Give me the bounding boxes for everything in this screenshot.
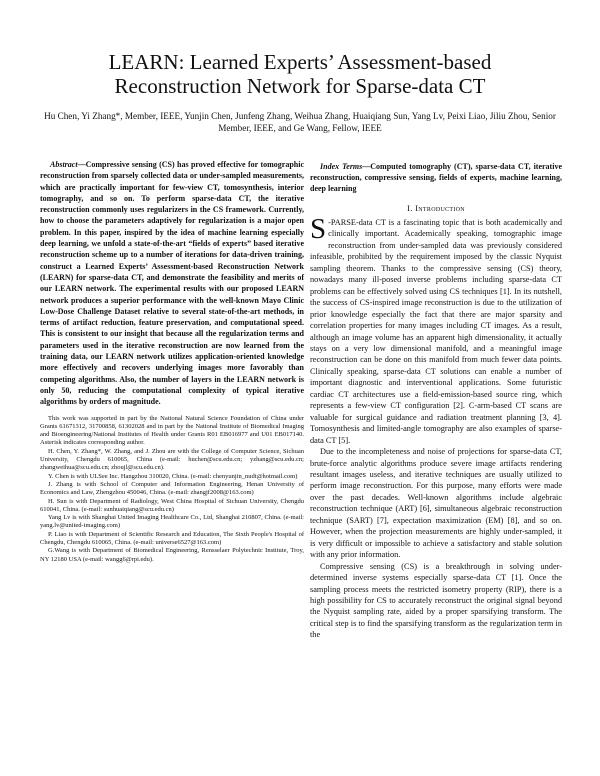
intro-paragraph-3: Compressive sensing (CS) is a breakthrough in solving under-determined inverse systems especially sparse-data CT [1]. Once the sampling process meets the restricted isometry property (RIP), there is a high possibility for CS to accurately reconstruct the original signal beyond the Nyquist sampling rate, aided by a proper sparsifying transform. The critical step is to find the sparsifying transform as the regularization term in the bbox=[310, 561, 562, 640]
footnote-affiliation: H. Chen, Y. Zhang*, W. Zhang, and J. Zhou are with the College of Computer Science, Sichuan University, Chengdu 610065, China (e-mail: huchen@scu.edu.cn; yzhang@scu.edu.cn; zhangweihua@scu.edu.cn; zhoujl@scu.edu.cn). bbox=[40, 447, 304, 472]
index-terms bbox=[310, 161, 562, 194]
abstract-label: Abstract bbox=[50, 160, 78, 169]
drop-cap: S bbox=[310, 213, 327, 245]
intro-paragraph-1-text: -data CT is a fascinating topic that is both academically and clinically important. Academically speaking, tomographic image reconstruction from under-sampled data was previously considered infeasible, prohibited by the requirement imposed by the classic Nyquist sampling theorem. Thanks to the compressive sensing (CS) theory, nowadays many ill-posed inverse problems including sparse-data CT problems can be effectively solved using CS techniques [1]. In its nutshell, the success of CS-inspired image reconstruction is due to the utilization of prior knowledge especially the fact that there are major sparsity and correlation properties for many images including CT images. As a result, although an image volume has an apparent high dimensionality, it actually stays on a very low dimensional manifold, and a meaningful image reconstruction can be done on this manifold from much fewer data points. Clinically speaking, sparse-data CT solutions can enable a number of important diagnostic and interventional applications. Some futuristic cardiac CT architectures use a field-emission-based source ring, which represents a few-view CT configuration [2]. C-arm-based CT scans are valuable for surgical guidance and radiation treatment planning [3, 4]. Tomosynthesis and limited-angle tomography are also examples of sparse-data CT [5]. bbox=[310, 218, 562, 445]
first-word-rest: -PARSE bbox=[328, 218, 356, 227]
footnote-affiliation: G.Wang is with Department of Biomedical Engineering, Rensselaer Polytechnic Institute, Troy, NY 12180 USA (e-mail: wangg6@rpi.edu). bbox=[40, 547, 304, 563]
section-number: I. bbox=[407, 203, 413, 213]
left-column bbox=[40, 159, 304, 564]
right-column bbox=[310, 161, 562, 641]
abstract-text: —Compressive sensing (CS) has proved effective for tomographic reconstruction from sparsely collected data or under-sampled measurements, which are practically important for few-view CT, tomosynthesis, interior tomography, and so on. To perform sparse-data CT, the iterative reconstruction commonly uses regularizers in the CS framework. Currently, how to choose the parameters adaptively for regularization is a major open problem. In this paper, inspired by the idea of machine learning especially deep learning, we unfold a state-of-the-art “fields of experts” based iterative reconstruction scheme up to a number of iterations for data-driven training, construct a Learned Experts’ Assessment-based Reconstruction Network (LEARN) for sparse-data CT, and demonstrate the feasibility and merits of our LEARN network. The experimental results with our proposed LEARN network produces a superior performance with the well-known Mayo Clinic Low-Dose Challenge Dataset relative to several state-of-the-art methods, in terms of artifact reduction, feature preservation, and computational speed. This is consistent to our insight that because all the regularization terms and parameters used in the iterative reconstruction are now learned from the training data, our LEARN network utilizes application-oriented knowledge more effectively and recovers underlying images more favorably than competing algorithms. Also, the number of layers in the LEARN network is only 50, reducing the computational complexity of typical iterative algorithms by orders of magnitude. bbox=[40, 160, 304, 407]
paper-title bbox=[30, 50, 570, 98]
index-terms-text: —Computed tomography (CT), sparse-data CT, iterative reconstruction, compressive sensing, fields of experts, machine learning, deep learning bbox=[310, 162, 562, 193]
index-terms-label: Index Terms bbox=[320, 162, 363, 171]
title-line-1: LEARN: Learned Experts’ Assessment-based bbox=[108, 50, 492, 74]
author-list: Hu Chen, Yi Zhang*, Member, IEEE, Yunjin Chen, Junfeng Zhang, Weihua Zhang, Huaiqiang Sun, Yang Lv, Peixi Liao, Jiliu Zhou, Senior Member, IEEE, and Ge Wang, Fellow, IEEE bbox=[44, 111, 556, 133]
section-title: Introduction bbox=[415, 203, 465, 213]
footnote-funding: This work was supported in part by the National Natural Science Foundation of China under Grants 61671312, 31700858, 61302028 and in part by the National Institute of Biomedical Imaging and Bioengineering/National Institutes of Health under Grants R01 EB016977 and U01 EB017140. Asterisk indicates corresponding author. bbox=[40, 414, 304, 447]
title-line-2: Reconstruction Network for Sparse-data CT bbox=[114, 74, 486, 98]
footnotes bbox=[40, 415, 304, 564]
intro-paragraph-2: Due to the incompleteness and noise of projections for sparse-data CT, brute-force analytic algorithms produce severe image artifacts rendering resultant images useless, and iterative techniques are usually utilized to perform image reconstruction. For this purpose, many efforts were made over the past decades. Well-known algorithms include algebraic reconstruction technique (ART) [6], simultaneous algebraic reconstruction technique (SART) [7], expectation maximization (EM) [8], and so on. However, when the projection measurements are highly under-sampled, it is very difficult or impossible to achieve a satisfactory and stable solution with any prior information. bbox=[310, 447, 562, 560]
footnote-affiliation: Y. Chen is with ULSee Inc. Hangzhou 310020, China. (e-mail: chenyunjin_nudt@hotmail.com) bbox=[48, 472, 298, 480]
section-heading bbox=[310, 203, 562, 213]
abstract bbox=[40, 159, 304, 408]
footnote-affiliation: H. Sun is with Department of Radiology, West China Hospital of Sichuan University, Chengdu 610041, China. (e-mail: sunhuaiqiang@scu.edu.cn) bbox=[40, 497, 304, 513]
footnote-affiliation: P. Liao is with Department of Scientific Research and Education, The Sixth People's Hospital of Chengdu, Chengdu 610065, China. (e-mail: universe6527@163.com) bbox=[40, 530, 304, 546]
footnote-affiliation: Yang Lv is with Shanghai United Imaging Healthcare Co., Ltd, Shanghai 210807, China. (e-mail: yang.lv@united-imaging.com) bbox=[40, 514, 304, 530]
intro-paragraph-1 bbox=[310, 213, 562, 446]
footnote-affiliation: J. Zhang is with School of Computer and Information Engineering, Henan University of Economics and Law, Zhengzhou 450046, China. (e-mail: zhangjf2008@163.com) bbox=[40, 480, 304, 497]
